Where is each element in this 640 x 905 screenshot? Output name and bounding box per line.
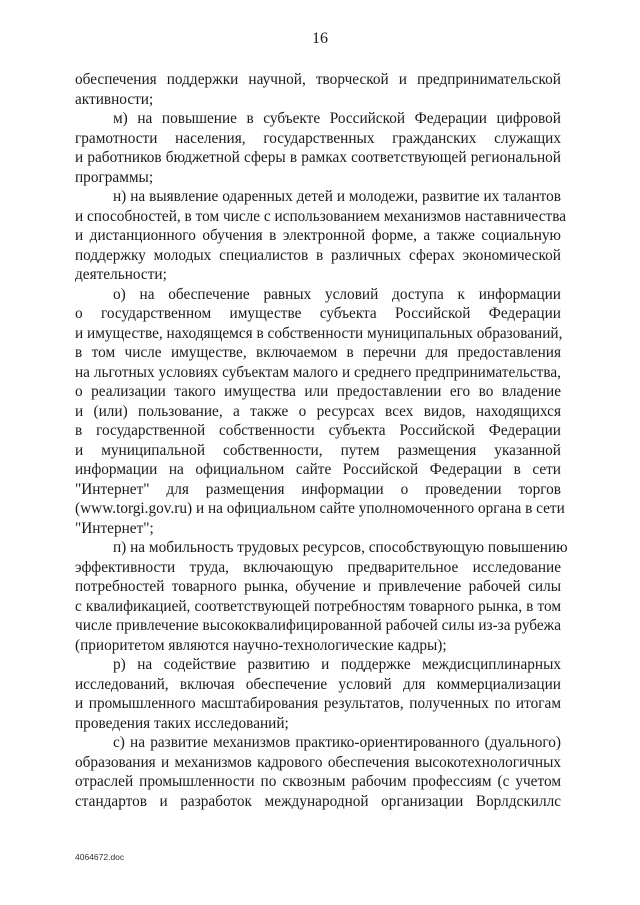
paragraph-item-r [75,655,561,733]
text-line: "Интернет" для размещения информации о проведении торгов [75,480,561,498]
text-line: обеспечения поддержки научной, творческой и предпринимательской [75,71,561,88]
paragraph-continuation [75,70,561,109]
text-line: и имуществе, находящемся в собственности муниципальных образований, [75,324,563,342]
text-line: грамотности населения, государственных гражданских служащих [75,129,561,147]
text-line: на льготных условиях субъектам малого и среднего предпринимательства, [75,363,561,381]
text-line: и дистанционного обучения в электронной форме, а также социальную [75,227,561,244]
text-line: потребностей товарного рынка, обучение и привлечение рабочей силы [75,578,561,595]
text-line: информации на официальном сайте Российской Федерации в сети [75,461,561,478]
paragraph-item-o [75,285,565,539]
paragraph-item-p [75,538,568,655]
footer-filename: 4064672.doc [75,852,125,862]
text-line: образования и механизмов кадрового обеспечения высокотехнологичных [75,753,561,771]
text-line: стандартов и разработок международной организации Ворлдскиллс [75,792,561,810]
text-line: и работников бюджетной сферы в рамках соответствующей региональной [75,149,561,166]
text-line: числе привлечение высококвалифицированной рабочей силы из-за рубежа [75,617,561,634]
paragraph-item-m [75,109,561,187]
text-line: исследований, включая обеспечение условий для коммерциализации [75,675,561,693]
text-line: деятельности; [75,266,167,283]
text-line: и способностей, в том числе с использованием механизмов наставничества [75,207,567,225]
text-line: м) на повышение в субъекте Российской Федерации цифровой [113,110,561,127]
text-line: р) на содействие развитию и поддержке междисциплинарных [113,656,561,673]
text-line: в том числе имуществе, включаемом в перечни для предоставления [75,344,561,361]
text-line: программы; [75,168,154,186]
text-line: с) на развитие механизмов практико-ориентированного (дуального) [113,734,561,751]
document-body [75,70,568,811]
text-line: о реализации такого имущества или предоставлении его во владение [75,383,561,400]
text-line: активности; [75,90,154,108]
paragraph-item-n [75,187,567,285]
text-line: проведения таких исследований; [75,714,289,732]
text-line: отраслей промышленности по сквозным рабочим профессиям (с учетом [75,773,561,790]
text-line: п) на мобильность трудовых ресурсов, способствующую повышению [113,539,568,556]
page-number: 16 [312,30,328,47]
text-line: о государственном имуществе субъекта Российской Федерации [75,305,561,322]
text-line: о) на обеспечение равных условий доступа к информации [113,285,561,303]
text-line: (приоритетом являются научно-технологические кадры); [75,636,447,654]
text-line: (www.torgi.gov.ru) и на официальном сайте уполномоченного органа в сети [75,500,565,517]
text-line: поддержку молодых специалистов в различных сферах экономической [75,246,561,264]
text-line: с квалификацией, соответствующей потребностям товарного рынка, в том [75,597,561,615]
text-line: и (или) пользование, а также о ресурсах всех видов, находящихся [75,402,561,420]
text-line: "Интернет"; [75,519,154,537]
text-line: и муниципальной собственности, путем размещения указанной [75,441,561,459]
text-line: в государственной собственности субъекта Российской Федерации [75,422,561,439]
text-line: эффективности труда, включающую предварительное исследование [75,558,561,576]
text-line: н) на выявление одаренных детей и молодежи, развитие их талантов [113,188,561,205]
text-line: и промышленного масштабирования результатов, полученных по итогам [75,695,561,712]
paragraph-item-s [75,733,561,811]
